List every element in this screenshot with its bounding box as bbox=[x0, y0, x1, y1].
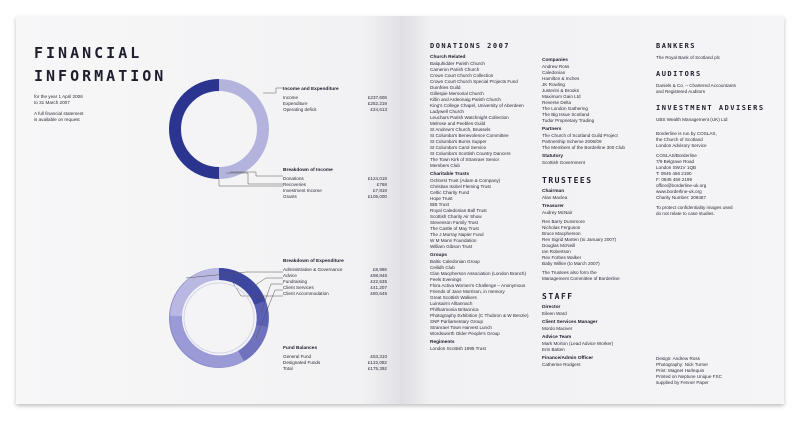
statement-text: A full financial statement is available on request bbox=[34, 111, 84, 122]
trustee-members-list bbox=[542, 219, 654, 267]
list-item: Great Scottish Walkers bbox=[430, 295, 477, 300]
list-item: Justerini & Brooks bbox=[542, 88, 580, 93]
table-row: Recoveries £768 bbox=[283, 181, 387, 187]
list-item: Cameron Parish Church bbox=[430, 67, 480, 72]
advisers-name: UBS Wealth Management (UK) Ltd bbox=[656, 117, 728, 122]
list-item: Friends of Jane Morrison, in memory bbox=[430, 289, 505, 294]
text-line: To protect confidentiality images used bbox=[656, 205, 733, 210]
bankers-title: BANKERS bbox=[656, 42, 697, 50]
list-item: Hope Trust bbox=[430, 196, 453, 201]
list-item: Scottish Charity Air Show bbox=[430, 214, 482, 219]
income-expenditure-table: Income and Expenditure Income £237,606 Expenditure £252,219 Operating deficit £24,613 bbox=[283, 87, 387, 112]
advice-member: Mark Morton (Lead Advice Worker) bbox=[542, 341, 614, 346]
table-row: Expenditure £252,219 bbox=[283, 100, 387, 106]
list-item: Feels Evenings bbox=[430, 277, 462, 282]
finance-name: Catherine Rodgers bbox=[542, 362, 581, 367]
list-item: Melrose and Peebles Guild bbox=[430, 121, 486, 126]
text-line: Borderline is run by COSLAS, bbox=[656, 131, 717, 136]
credit-line: Design: Andrew Ross bbox=[656, 356, 700, 361]
credit-line: Printed on Neptune Unique FSC bbox=[656, 374, 722, 379]
list-item: King's College Chapel, University of Aberdeen bbox=[430, 103, 524, 108]
bankers-name: The Royal Bank of Scotland plc bbox=[656, 55, 721, 60]
list-item: Balquhidder Parish Church bbox=[430, 61, 485, 66]
table-row: Investment Income £7,819 bbox=[283, 187, 387, 193]
left-page bbox=[16, 16, 400, 404]
list-item: The Town Kirk of Stranraer Senior bbox=[430, 157, 500, 162]
table-row: Administrative & Governance £8,986 bbox=[283, 266, 387, 272]
address-line: office@borderline-uk.org bbox=[656, 183, 707, 188]
inner-guide-ring bbox=[184, 283, 254, 353]
table-row: Client Accommodation £80,645 bbox=[283, 290, 387, 296]
list-item: JK Rowling bbox=[542, 82, 565, 87]
auditors-name: Daniels & Co. – Chartered Accountants and Registered Auditors bbox=[656, 83, 736, 94]
connector-line bbox=[254, 278, 283, 286]
donations-column-1 bbox=[430, 42, 542, 352]
expenditure-ring bbox=[175, 274, 263, 362]
contact-address bbox=[656, 153, 774, 201]
list-item: William Gibson Trust bbox=[430, 244, 473, 249]
donations-column-2 bbox=[542, 42, 654, 368]
staff-title: STAFF bbox=[542, 292, 574, 301]
list-item: Maximum Gain Ltd bbox=[542, 94, 581, 99]
list-item: Caledonian bbox=[542, 70, 566, 75]
director-name: Eileen Ward bbox=[542, 311, 567, 316]
address-line: London SW1V 1QB bbox=[656, 165, 697, 170]
list-item: St Columba's Benevolence Committee bbox=[430, 133, 509, 138]
donations-list-1 bbox=[430, 55, 542, 352]
list-item: Photography Exhibition (C Thubron & W Benzie) bbox=[430, 313, 529, 318]
text-line: the Church of Scotland bbox=[656, 137, 703, 142]
list-item: The Members of the Borderline 300 Club bbox=[542, 145, 625, 150]
list-item: Clan Macpherson Association (London Branch) bbox=[430, 271, 527, 276]
list-item: W M Mann Foundation bbox=[430, 238, 477, 243]
address-line: F: 0845 456 2199 bbox=[656, 177, 693, 182]
expenditure-breakdown-table: Breakdown of Expenditure Administrative & Governance £8,986 Advice £98,846 Fundraising £22,535 Client Services £41,207 Client Accommodation £80,645 bbox=[283, 259, 387, 296]
list-item: Crown Court Church Special Projects Fund bbox=[430, 79, 518, 84]
table-row: Fundraising £22,535 bbox=[283, 278, 387, 284]
fund-balances-table: Fund Balances General Fund £53,310 Designated Funds £122,082 Total £175,392 bbox=[283, 346, 387, 371]
income-ring-donations bbox=[175, 85, 219, 173]
list-item: St Andrew's Church, Brussels bbox=[430, 127, 491, 132]
table-row: Income £237,606 bbox=[283, 94, 387, 100]
list-item: St Columba's Carol Service bbox=[430, 145, 487, 150]
list-item: Luinsairm Alltannach bbox=[430, 301, 473, 306]
credit-line: Print: Magnet Harlequin bbox=[656, 368, 705, 373]
treasurer-name: Audrey McNair bbox=[542, 210, 573, 215]
address-line: Charity Number: 208487 bbox=[656, 195, 707, 200]
trustee-name: Rev Barry Dunsmore bbox=[542, 219, 585, 224]
trustee-name: Rev Forbes Walker bbox=[542, 255, 582, 260]
trustee-name: Douglas McNeill bbox=[542, 243, 576, 248]
list-item: Tudor Proprietary Trading bbox=[542, 118, 595, 123]
list-item: IBB Trust bbox=[430, 202, 449, 207]
list-item: St Columba's Burns Supper bbox=[430, 139, 487, 144]
expenditure-ring-advice bbox=[219, 274, 260, 303]
brochure-spread bbox=[16, 16, 784, 404]
address-line: www.borderline-uk.org bbox=[656, 189, 702, 194]
trustee-name: Ian Robertson bbox=[542, 249, 571, 254]
list-item: Stranraer Town Harvest Lunch bbox=[430, 325, 492, 330]
csm-heading: Client Services Manager bbox=[542, 320, 598, 325]
address-line: 7/9 Belgrave Road bbox=[656, 159, 695, 164]
donation-group-heading: Church Related bbox=[430, 55, 466, 60]
donation-group-heading: Partners bbox=[542, 127, 562, 132]
expenditure-ring-admin bbox=[176, 274, 219, 316]
list-item: St Columba's Scottish Country Dancers bbox=[430, 151, 511, 156]
address-line: COSLAS/Borderline bbox=[656, 153, 697, 158]
list-item: The Big Issue Scotland bbox=[542, 112, 590, 117]
trustee-name: Bruce Macpherson bbox=[542, 231, 581, 236]
advice-heading: Advice Team bbox=[542, 335, 572, 340]
chairman-name: Alan Maclea bbox=[542, 195, 568, 200]
donation-group-heading: Charitable Trusts bbox=[430, 172, 470, 177]
list-item: Christian Isobel Fleming Trust bbox=[430, 184, 491, 189]
income-breakdown-table: Breakdown of Income Donations £124,019 Recoveries £768 Investment Income £7,819 Grants £105,000 bbox=[283, 168, 387, 199]
table-row: Grants £105,000 bbox=[283, 193, 387, 199]
advice-member: Erin Batten bbox=[542, 347, 565, 352]
donations-list-2 bbox=[542, 58, 654, 166]
trustees-title: TRUSTEES bbox=[542, 176, 593, 185]
table-row: General Fund £53,310 bbox=[283, 353, 387, 359]
donation-group-heading: Statutory bbox=[542, 154, 564, 159]
list-item: Gillespie Memorial Church bbox=[430, 91, 484, 96]
connector-line bbox=[263, 88, 283, 93]
list-item: Reverse Delta bbox=[542, 100, 572, 105]
list-item: The J Murray Napier Fund bbox=[430, 232, 484, 237]
treasurer-heading: Treasurer bbox=[542, 204, 564, 209]
income-ring bbox=[175, 85, 263, 173]
table-row: Donations £124,019 bbox=[283, 175, 387, 181]
finance-heading: Finance/Admin Officer bbox=[542, 356, 594, 361]
sidebar-column bbox=[656, 42, 774, 385]
table-row: Operating deficit £24,613 bbox=[283, 106, 387, 112]
list-item: Hamilton & Inches bbox=[542, 76, 580, 81]
text-line: London Advisory Service bbox=[656, 143, 707, 148]
list-item: Killin and Ardeonaig Parish Church bbox=[430, 97, 501, 102]
credit-line: supplied by Fenner Paper bbox=[656, 380, 709, 385]
list-item: Members Club bbox=[430, 163, 460, 168]
list-item: Ceilidh Club bbox=[430, 265, 455, 270]
list-item: Dumfries Guild bbox=[430, 85, 461, 90]
donation-group-heading: Groups bbox=[430, 253, 448, 258]
credit-line: Photography: Nick Turner bbox=[656, 362, 709, 367]
text-line: do not relate to case studies. bbox=[656, 211, 715, 216]
list-item: Stevenson Family Trust bbox=[430, 220, 478, 225]
list-item: Crown Court Church Collection bbox=[430, 73, 494, 78]
run-by-text bbox=[656, 131, 774, 149]
list-item: The Castle of May Trust bbox=[430, 226, 479, 231]
table-row: Advice £98,846 bbox=[283, 272, 387, 278]
list-item: Ladywell Church bbox=[430, 109, 464, 114]
table-row: Designated Funds £122,082 bbox=[283, 359, 387, 365]
period-text: for the year 1 April 2006 to 31 March 2007 bbox=[34, 94, 83, 105]
trustee-name: Rev Sigrid Marten (to January 2007) bbox=[542, 237, 617, 242]
right-page bbox=[400, 16, 784, 404]
list-item: The Church of Scotland Guild Project bbox=[542, 133, 618, 138]
chairman-heading: Chairman bbox=[542, 189, 565, 194]
connector-line bbox=[219, 179, 283, 186]
confidentiality-note bbox=[656, 205, 774, 217]
table-row: Client Services £41,207 bbox=[283, 284, 387, 290]
financial-information-title: FINANCIAL INFORMATION bbox=[34, 44, 167, 85]
list-item: London Scottish 1995 Trust bbox=[430, 346, 486, 351]
list-item: Scottish Government bbox=[542, 160, 585, 165]
auditors-title: AUDITORS bbox=[656, 70, 702, 78]
list-item: Andrew Ross bbox=[542, 64, 570, 69]
table-row: Total £175,392 bbox=[283, 365, 387, 371]
list-item: SNP Parliamentary Group bbox=[430, 319, 484, 324]
list-item: Wordsworth Older People's Group bbox=[430, 331, 500, 336]
list-item: Ochtvrst Trust (Adam & Company) bbox=[430, 178, 501, 183]
list-item: Partnership Scheme 2006/09 bbox=[542, 139, 602, 144]
trustees-note: The Trustees also form the Management Committee of Borderline bbox=[542, 270, 620, 281]
csm-name: Mordo Maciver bbox=[542, 326, 573, 331]
investment-advisers-title: INVESTMENT ADVISERS bbox=[656, 104, 765, 112]
list-item: Philharmonia Britannica bbox=[430, 307, 479, 312]
trustee-name: Baby Wilkie (to March 2007) bbox=[542, 261, 600, 266]
credits bbox=[656, 356, 722, 386]
trustee-name: Nicholas Ferguson bbox=[542, 225, 581, 230]
donation-group-heading: Regiments bbox=[430, 340, 455, 345]
list-item: Celtic Charity Fund bbox=[430, 190, 470, 195]
address-line: T: 0845 456 2190 bbox=[656, 171, 692, 176]
list-item: Leuchars Parish Watchnight Collection bbox=[430, 115, 509, 120]
list-item: Flora Activa Women's Challenge – Anonymous bbox=[430, 283, 526, 288]
donation-group-heading: Companies bbox=[542, 58, 568, 63]
donations-title: DONATIONS 2007 bbox=[430, 42, 511, 50]
list-item: Baltic Caledonian Group bbox=[430, 259, 480, 264]
list-item: The London Gathering bbox=[542, 106, 588, 111]
list-item: Royal Caledonian Ball Trust bbox=[430, 208, 487, 213]
director-heading: Director bbox=[542, 305, 561, 310]
